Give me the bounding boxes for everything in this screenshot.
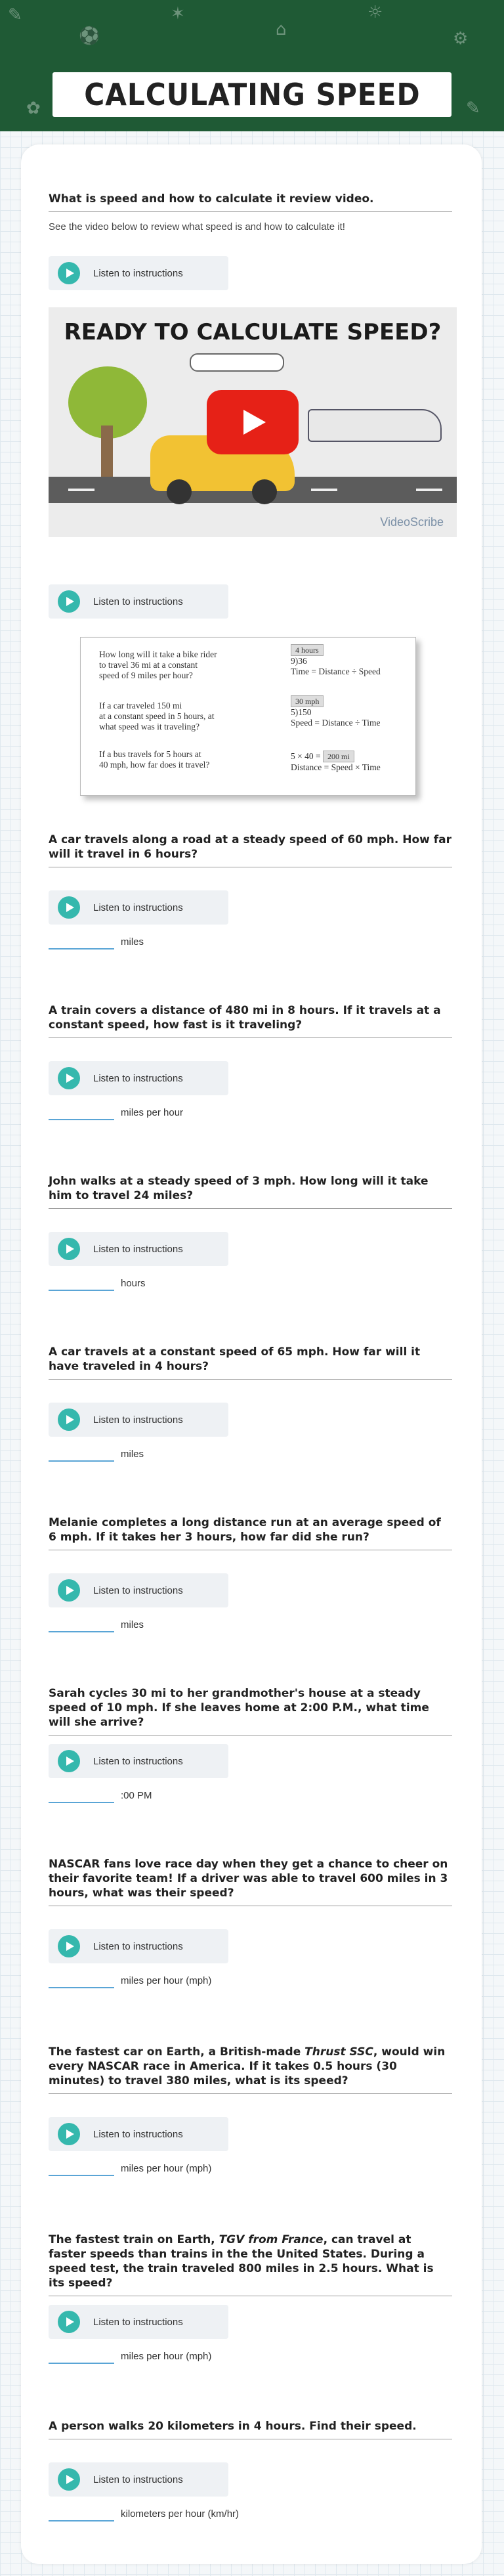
answer-row	[49, 934, 144, 950]
question-9	[49, 2233, 452, 2362]
question-text: NASCAR fans love race day when they get a chance to cheer on their favorite team! If a driver was able to travel 600 miles in 3 hours, what was their speed?	[49, 1857, 452, 1906]
worksheet-answer: 4 hours	[291, 644, 324, 656]
worksheet-work: 5 × 40 =	[291, 751, 321, 761]
example-worksheet-image	[80, 637, 416, 796]
listen-button[interactable]	[49, 1744, 228, 1778]
answer-unit: kilometers per hour (km/hr)	[121, 2508, 240, 2520]
worksheet-line: How long will it take a bike rider	[99, 649, 217, 659]
listen-button[interactable]	[49, 890, 228, 925]
question-2	[49, 1003, 452, 1118]
answer-input[interactable]	[49, 1787, 114, 1803]
play-icon	[58, 262, 80, 284]
wheel-illustration	[167, 479, 192, 504]
question-6	[49, 1686, 452, 1801]
title-box	[52, 72, 452, 117]
question-4	[49, 1345, 452, 1460]
question-text-part: , would win every NASCAR race in America. If it takes 0.5 hours (30 minutes) to travel 380 miles, what is its speed?	[49, 2045, 446, 2087]
play-icon	[58, 1750, 80, 1772]
answer-input[interactable]	[49, 1104, 114, 1120]
answer-unit: miles per hour (mph)	[121, 1975, 212, 1986]
question-text: A car travels along a road at a steady speed of 60 mph. How far will it travel in 6 hours?	[49, 833, 452, 867]
play-icon	[58, 1408, 80, 1431]
worksheet-card	[21, 144, 482, 2564]
answer-row	[49, 1275, 146, 1291]
chalk-doodle-icon: ✎	[8, 5, 22, 25]
worksheet-answer: 30 mph	[291, 695, 324, 707]
answer-unit: miles	[121, 1449, 144, 1460]
listen-button[interactable]	[49, 2117, 228, 2151]
listen-button[interactable]	[49, 1232, 228, 1266]
listen-button[interactable]	[49, 1061, 228, 1095]
answer-row	[49, 1446, 144, 1462]
listen-label: Listen to instructions	[93, 2316, 183, 2328]
listen-button[interactable]	[49, 2462, 228, 2497]
listen-label: Listen to instructions	[93, 1414, 183, 1426]
play-icon	[58, 2468, 80, 2491]
listen-button[interactable]	[49, 1929, 228, 1963]
question-5	[49, 1516, 452, 1630]
answer-unit: miles per hour (mph)	[121, 2351, 212, 2362]
listen-label: Listen to instructions	[93, 267, 183, 279]
listen-label: Listen to instructions	[93, 1755, 183, 1767]
chalk-doodle-icon: ⚙	[453, 29, 469, 49]
worksheet-line: what speed was it traveling?	[99, 722, 200, 731]
worksheet-formula: Distance = Speed × Time	[291, 762, 381, 772]
intro-heading: What is speed and how to calculate it review video.	[49, 192, 452, 212]
listen-button[interactable]	[49, 1573, 228, 1607]
play-icon	[58, 2123, 80, 2145]
train-illustration	[308, 409, 442, 442]
road-marking	[311, 489, 337, 491]
play-icon	[58, 590, 80, 613]
answer-input[interactable]	[49, 1275, 114, 1291]
listen-label: Listen to instructions	[93, 1243, 183, 1255]
header-banner	[0, 0, 504, 131]
answer-unit: miles per hour (mph)	[121, 2163, 212, 2174]
answer-input[interactable]	[49, 1617, 114, 1632]
answer-row	[49, 1617, 144, 1632]
chalk-doodle-icon: ✿	[26, 98, 41, 118]
answer-row	[49, 1787, 152, 1803]
answer-unit: miles	[121, 1619, 144, 1630]
play-icon	[58, 1935, 80, 1957]
listen-label: Listen to instructions	[93, 1584, 183, 1596]
question-7	[49, 1857, 452, 1986]
play-icon	[58, 1067, 80, 1089]
question-text: John walks at a steady speed of 3 mph. How long will it take him to travel 24 miles?	[49, 1174, 452, 1209]
question-8	[49, 2045, 452, 2174]
intro-section	[49, 192, 452, 279]
play-icon	[58, 1238, 80, 1260]
answer-input[interactable]	[49, 2348, 114, 2364]
tree-trunk-illustration	[101, 426, 113, 485]
worksheet-line: speed of 9 miles per hour?	[99, 670, 193, 680]
answer-input[interactable]	[49, 934, 114, 950]
answer-row	[49, 2160, 211, 2176]
play-icon	[58, 896, 80, 919]
question-text: Sarah cycles 30 mi to her grandmother's house at a steady speed of 10 mph. If she leaves home at 2:00 P.M., what time will she arrive?	[49, 1686, 452, 1736]
question-text: Melanie completes a long distance run at an average speed of 6 mph. If it takes her 3 hours, how far did she run?	[49, 1516, 452, 1550]
answer-unit: miles per hour	[121, 1107, 184, 1118]
answer-row	[49, 1973, 211, 1988]
chalk-doodle-icon: ✶	[171, 4, 185, 24]
worksheet-line: If a bus travels for 5 hours at	[99, 749, 201, 759]
answer-input[interactable]	[49, 1973, 114, 1988]
listen-button[interactable]	[49, 2305, 228, 2339]
worksheet-line: 40 mph, how far does it travel?	[99, 760, 210, 770]
video-player[interactable]	[49, 307, 457, 537]
worksheet-formula: Speed = Distance ÷ Time	[291, 718, 381, 728]
video-title: READY TO CALCULATE SPEED?	[64, 319, 442, 345]
listen-button[interactable]	[49, 584, 228, 619]
videoscribe-logo: VideoScribe	[380, 515, 444, 529]
question-text: A car travels at a constant speed of 65 mph. How far will it have traveled in 4 hours?	[49, 1345, 452, 1380]
airplane-illustration	[190, 353, 284, 372]
question-text-part: , can travel at faster speeds than trains in the the United States. During a speed test, the train traveled 800 miles in 2.5 hours. What is its speed?	[49, 2233, 434, 2290]
worksheet-line: to travel 36 mi at a constant	[99, 660, 198, 670]
question-text	[49, 2233, 452, 2296]
road-marking	[68, 489, 94, 491]
worksheet-formula: Time = Distance ÷ Speed	[291, 666, 381, 676]
question-1	[49, 833, 452, 948]
play-icon	[58, 2311, 80, 2333]
question-text	[49, 2045, 452, 2094]
worksheet-line: If a car traveled 150 mi	[99, 701, 182, 710]
answer-row	[49, 1104, 183, 1120]
page-title: CALCULATING SPEED	[83, 77, 421, 112]
answer-input[interactable]	[49, 1446, 114, 1462]
chalk-doodle-icon: ☼	[368, 3, 383, 22]
question-text-part: The fastest train on Earth,	[49, 2233, 219, 2246]
play-icon	[58, 1579, 80, 1602]
answer-row	[49, 2348, 211, 2364]
worksheet-work: 9)36	[291, 656, 307, 666]
listen-label: Listen to instructions	[93, 596, 183, 607]
listen-button[interactable]	[49, 256, 228, 290]
worksheet-work: 5)150	[291, 707, 312, 717]
question-text: A train covers a distance of 480 mi in 8 hours. If it travels at a constant speed, how fast is it traveling?	[49, 1003, 452, 1038]
wheel-illustration	[252, 479, 277, 504]
answer-input[interactable]	[49, 2160, 114, 2176]
listen-label: Listen to instructions	[93, 1940, 183, 1952]
intro-text: See the video below to review what speed is and how to calculate it!	[49, 221, 345, 232]
road-marking	[416, 489, 442, 491]
question-10	[49, 2419, 452, 2520]
listen-label: Listen to instructions	[93, 902, 183, 913]
answer-row	[49, 2506, 239, 2521]
question-text: A person walks 20 kilometers in 4 hours. Find their speed.	[49, 2419, 452, 2439]
chalk-doodle-icon: ✎	[466, 98, 480, 118]
answer-unit: miles	[121, 936, 144, 948]
youtube-play-icon[interactable]	[207, 390, 299, 454]
listen-button[interactable]	[49, 1403, 228, 1437]
question-text-part: The fastest car on Earth, a British-made	[49, 2045, 305, 2059]
chalk-doodle-icon: ⌂	[276, 20, 287, 39]
chalk-doodle-icon: ⚽	[79, 26, 100, 46]
answer-unit: :00 PM	[121, 1790, 152, 1801]
listen-label: Listen to instructions	[93, 2474, 183, 2485]
listen-label: Listen to instructions	[93, 2128, 183, 2140]
answer-unit: hours	[121, 1278, 146, 1289]
question-3	[49, 1174, 452, 1289]
listen-label: Listen to instructions	[93, 1072, 183, 1084]
answer-input[interactable]	[49, 2506, 114, 2521]
worksheet-line: at a constant speed in 5 hours, at	[99, 711, 215, 721]
worksheet-answer: 200 mi	[323, 751, 354, 762]
question-text-emphasis: Thrust SSC	[304, 2045, 373, 2059]
question-text-emphasis: TGV from France	[219, 2233, 324, 2246]
